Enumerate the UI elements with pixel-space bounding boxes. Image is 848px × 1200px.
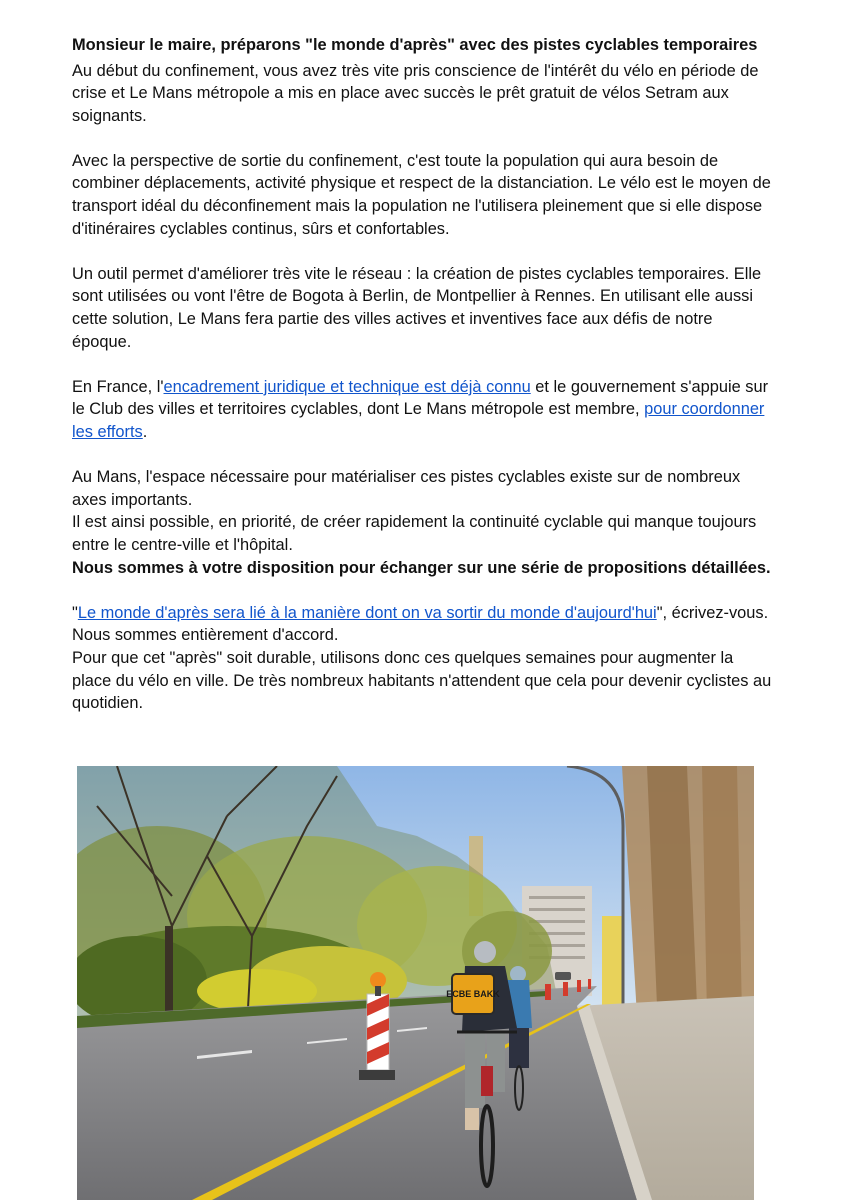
- backpack-text: ECBE BAKK: [446, 989, 500, 999]
- paragraph-3: Un outil permet d'améliorer très vite le réseau : la création de pistes cyclables temporaires. Elle sont utilisées ou vont l'être de Bogota à Berlin, de Montpellier à Rennes. En utilisant elle aussi cette solution, Le Mans fera partie des villes actives et inventives face aux défis de notre époque.: [72, 264, 762, 351]
- yellow-building: [602, 916, 624, 1006]
- link-monde-d-apres-quote[interactable]: Le monde d'après sera lié à la manière dont on va sortir du monde d'aujourd'hui: [77, 603, 657, 622]
- paragraph-1: Au début du confinement, vous avez très vite pris conscience de l'intérêt du vélo en période de crise et Le Mans métropole a mis en place avec succès le prêt gratuit de vélos Setram aux soignants.: [72, 61, 759, 125]
- p4-text-middle: et le gouvernement s'appuie sur le Club des villes et territoires cyclables, dont Le Mans métropole est membre,: [72, 377, 769, 419]
- paragraph-5a: Au Mans, l'espace nécessaire pour matérialiser ces pistes cyclables existe sur de nombreux axes importants.: [72, 468, 741, 509]
- cycle-lane-photo: [77, 766, 754, 1200]
- paragraph-6: [72, 602, 772, 647]
- paragraph-5b: Il est ainsi possible, en priorité, de créer rapidement la continuité cyclable qui manque toujours entre le centre-ville et l'hôpital.: [72, 513, 757, 554]
- p6-open-quote: ": [72, 603, 78, 622]
- p4-text-before: En France, l': [72, 377, 164, 396]
- paragraph-2: Avec la perspective de sortie du confinement, c'est toute la population qui aura besoin de combiner déplacements, activité physique et respect de la distanciation. Le vélo est le moyen de transport idéal du déconfinement mais la population ne l'utilisera pleinement que si elle dispose d'itinéraires cyclables continus, sûrs et confortables.: [72, 151, 771, 238]
- link-encadrement-juridique[interactable]: encadrement juridique et technique est déjà connu: [163, 377, 531, 396]
- p4-text-after: .: [142, 423, 148, 441]
- paragraph-7: Pour que cet "après" soit durable, utilisons donc ces quelques semaines pour augmenter la place du vélo en ville. De très nombreux habitants n'attendent que cela pour devenir cyclistes au quotidien.: [72, 648, 772, 713]
- link-coordonner-efforts[interactable]: pour coordonner les efforts: [72, 400, 765, 441]
- paragraph-5c-bold: Nous sommes à votre disposition pour échanger sur une série de propositions détaillées.: [72, 558, 771, 577]
- letter-body: [72, 34, 772, 715]
- paragraph-4: [72, 376, 772, 444]
- right-trees: [622, 766, 754, 1016]
- p6-text-after: ", écrivez-vous. Nous sommes entièrement d'accord.: [72, 603, 769, 645]
- letter-title: Monsieur le maire, préparons "le monde d'après" avec des pistes cyclables temporaires: [72, 36, 758, 54]
